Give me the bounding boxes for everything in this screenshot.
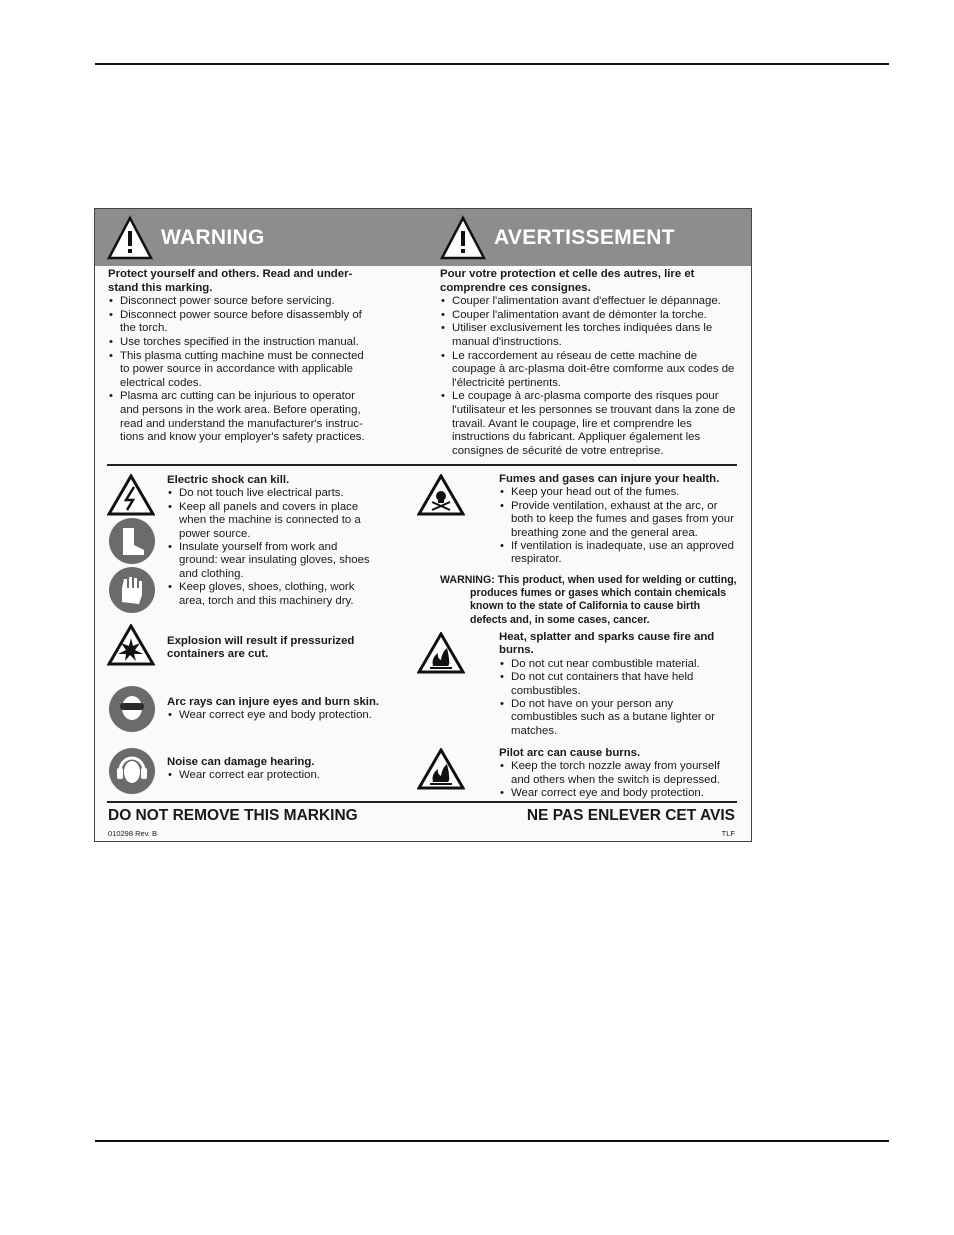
- list-item: • Keep all panels and covers in place when the machine is connected to a power source.: [167, 501, 379, 541]
- french-intro-heading: Pour votre protection et celle des autres, lire et comprendre ces consignes.: [440, 268, 695, 294]
- list-item: • Insulate yourself from work and ground: wear insulating gloves, shoes and clothing.: [167, 541, 379, 581]
- list-item: • Keep your head out of the fumes.: [499, 486, 739, 499]
- pilot-arc-list: [499, 760, 739, 800]
- footer-rule: [95, 1140, 889, 1142]
- noise-block: [167, 756, 382, 783]
- warning-banner: [95, 209, 751, 266]
- intro-divider: [107, 464, 737, 466]
- english-intro: [108, 268, 376, 445]
- list-item: • Couper l'alimentation avant de démonter la torche.: [440, 309, 740, 323]
- avertissement-title: AVERTISSEMENT: [494, 225, 675, 249]
- skull-crossbones-icon: [417, 474, 465, 516]
- list-item: • Wear correct eye and body protection.: [499, 787, 739, 800]
- electric-shock-icon: [107, 474, 155, 516]
- warning-label: [94, 208, 752, 842]
- list-item: • Keep gloves, shoes, clothing, work area, torch and this machinery dry.: [167, 581, 379, 608]
- boot-icon: [108, 517, 156, 565]
- footer-divider: [107, 801, 737, 803]
- warning-triangle-icon: [440, 215, 486, 261]
- english-intro-list: [108, 295, 376, 445]
- list-item: • Le coupage à arc-plasma comporte des risques pour l'utilisateur et les personnes se trouvant dans la zone de travail. Avant le coupage, lire et comprendre les instructions du fabricant. Appliquer également les consignes de sécurité de votre entreprise.: [440, 390, 740, 458]
- heat-heading: Heat, splatter and sparks cause fire and burns.: [499, 631, 715, 657]
- electric-shock-block: [167, 474, 379, 608]
- fumes-list: [499, 486, 739, 566]
- list-item: • If ventilation is inadequate, use an approved respirator.: [499, 540, 739, 567]
- warning-banner-fr: [440, 209, 675, 266]
- arc-rays-list: [167, 709, 397, 722]
- list-item: • Disconnect power source before disassembly of the torch.: [108, 309, 376, 336]
- list-item: • Use torches specified in the instruction manual.: [108, 336, 376, 350]
- list-item: • Do not cut containers that have held combustibles.: [499, 671, 734, 698]
- glove-icon: [108, 566, 156, 614]
- warning-triangle-icon: [107, 215, 153, 261]
- explosion-block: [167, 635, 382, 662]
- noise-heading: Noise can damage hearing.: [167, 756, 315, 768]
- list-item: • Plasma arc cutting can be injurious to operator and persons in the work area. Before operating, read and understand the manufacturer's instruc-tions and know your employer's safety practices.: [108, 390, 376, 444]
- tlf-code: TLF: [721, 829, 735, 838]
- heat-block: [499, 631, 734, 738]
- fumes-block: [499, 473, 739, 567]
- english-intro-heading: Protect yourself and others. Read and under-stand this marking.: [108, 268, 353, 294]
- list-item: • Do not touch live electrical parts.: [167, 487, 379, 500]
- ne-pas-enlever-text: NE PAS ENLEVER CET AVIS: [526, 807, 735, 824]
- electric-shock-heading: Electric shock can kill.: [167, 474, 290, 486]
- revision-code: 010298 Rev. B: [108, 829, 158, 838]
- ear-protection-icon: [108, 747, 156, 795]
- warning-banner-en: [107, 209, 265, 266]
- list-item: • Disconnect power source before servicing.: [108, 295, 376, 309]
- french-intro-list: [440, 295, 740, 458]
- list-item: • Wear correct ear protection.: [167, 769, 382, 782]
- do-not-remove-text: DO NOT REMOVE THIS MARKING: [108, 807, 358, 824]
- fire-hazard-icon: [417, 632, 465, 674]
- list-item: • Do not have on your person any combustibles such as a butane lighter or matches.: [499, 698, 734, 738]
- eye-protection-icon: [108, 685, 156, 733]
- explosion-icon: [107, 624, 155, 666]
- prop65-warning: [440, 574, 740, 627]
- list-item: • Do not cut near combustible material.: [499, 658, 734, 671]
- noise-list: [167, 769, 382, 782]
- arc-rays-block: [167, 696, 397, 723]
- prop65-body: produces fumes or gases which contain chemicals known to the state of California to cause birth defects and, in some cases, cancer.: [470, 587, 727, 626]
- prop65-lead: WARNING: This product, when used for welding or cutting,: [440, 574, 737, 586]
- list-item: • Keep the torch nozzle away from yourself and others when the switch is depressed.: [499, 760, 739, 787]
- arc-rays-heading: Arc rays can injure eyes and burn skin.: [167, 696, 380, 708]
- french-intro: [440, 268, 740, 458]
- heat-list: [499, 658, 734, 738]
- list-item: • Wear correct eye and body protection.: [167, 709, 397, 722]
- list-item: • Utiliser exclusivement les torches indiquées dans le manual d'instructions.: [440, 322, 740, 349]
- list-item: • This plasma cutting machine must be connected to power source in accordance with applicable electrical codes.: [108, 350, 376, 391]
- pilot-arc-fire-icon: [417, 748, 465, 790]
- pilot-arc-heading: Pilot arc can cause burns.: [499, 747, 641, 759]
- fumes-heading: Fumes and gases can injure your health.: [499, 473, 720, 485]
- header-rule: [95, 63, 889, 65]
- electric-shock-list: [167, 487, 379, 608]
- pilot-arc-block: [499, 747, 739, 801]
- list-item: • Couper l'alimentation avant d'effectuer le dépannage.: [440, 295, 740, 309]
- list-item: • Le raccordement au réseau de cette machine de coupage à arc-plasma doit-être comforme aux codes de l'électricité pertinents.: [440, 350, 740, 391]
- warning-title: WARNING: [161, 225, 265, 249]
- explosion-heading: Explosion will result if pressurized containers are cut.: [167, 635, 355, 661]
- list-item: • Provide ventilation, exhaust at the arc, or both to keep the fumes and gases from your breathing zone and the general area.: [499, 500, 739, 540]
